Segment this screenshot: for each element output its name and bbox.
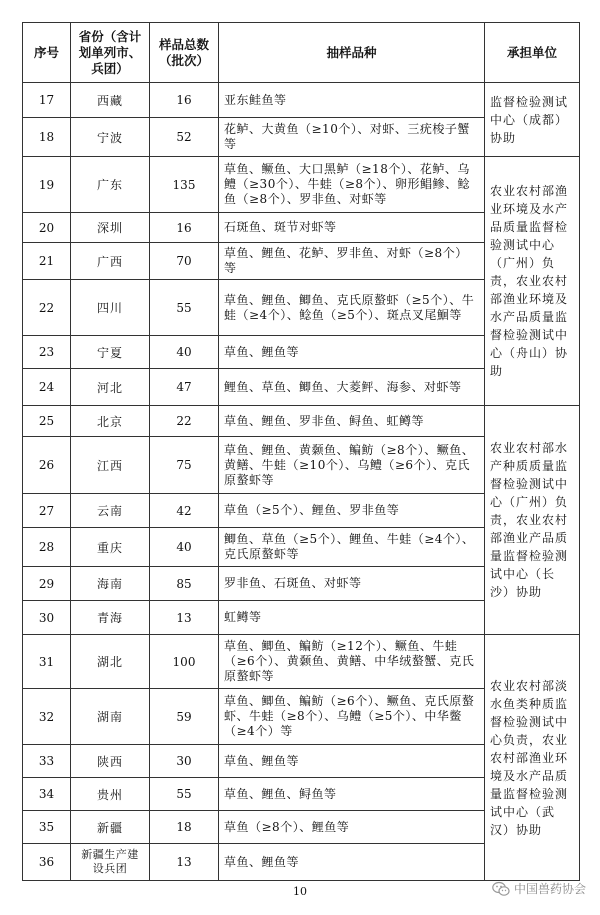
cell-no: 34 [23, 778, 71, 811]
cell-unit: 农业农村部水产种质质量监督检验测试中心（广州）负责，农业农村部渔业产品质量监督检验测试中心（长沙）协助 [485, 406, 580, 635]
cell-no: 29 [23, 567, 71, 601]
cell-count: 13 [150, 601, 219, 635]
cell-count: 135 [150, 157, 219, 213]
cell-province: 宁夏 [71, 336, 150, 369]
cell-no: 35 [23, 811, 71, 844]
table-row [23, 83, 580, 118]
cell-no: 18 [23, 118, 71, 157]
cell-species: 草鱼（≥5个）、鲤鱼、罗非鱼等 [219, 494, 485, 528]
cell-count: 13 [150, 844, 219, 881]
cell-no: 22 [23, 280, 71, 336]
header-species: 抽样品种 [219, 23, 485, 83]
cell-province: 北京 [71, 406, 150, 437]
cell-species: 草鱼、鲫鱼、鳊鲂（≥6个）、鳜鱼、克氏原螯虾、牛蛙（≥8个）、乌鳢（≥5个）、中华鳖（≥4个）等 [219, 689, 485, 745]
header-province: 省份（含计划单列市、兵团） [71, 23, 150, 83]
cell-species: 鲤鱼、草鱼、鲫鱼、大菱鲆、海参、对虾等 [219, 369, 485, 406]
cell-count: 22 [150, 406, 219, 437]
table-row [23, 635, 580, 689]
cell-province: 四川 [71, 280, 150, 336]
cell-species: 草鱼、鲤鱼、黄颡鱼、鳊鲂（≥8个）、鳜鱼、黄鳝、牛蛙（≥10个）、乌鳢（≥6个）、克氏原螯虾等 [219, 437, 485, 494]
cell-species: 草鱼、鲫鱼、鳊鲂（≥12个）、鳜鱼、牛蛙（≥6个）、黄颡鱼、黄鳝、中华绒螯蟹、克氏原螯虾等 [219, 635, 485, 689]
cell-species: 罗非鱼、石斑鱼、对虾等 [219, 567, 485, 601]
cell-no: 31 [23, 635, 71, 689]
cell-species: 草鱼、鲤鱼等 [219, 745, 485, 778]
cell-province: 贵州 [71, 778, 150, 811]
cell-no: 36 [23, 844, 71, 881]
cell-count: 70 [150, 243, 219, 280]
cell-province: 青海 [71, 601, 150, 635]
cell-province: 新疆生产建设兵团 [71, 844, 150, 881]
cell-count: 40 [150, 336, 219, 369]
cell-province: 新疆 [71, 811, 150, 844]
cell-province: 广东 [71, 157, 150, 213]
cell-province: 河北 [71, 369, 150, 406]
cell-count: 59 [150, 689, 219, 745]
cell-province: 江西 [71, 437, 150, 494]
cell-count: 16 [150, 213, 219, 243]
cell-unit: 农业农村部淡水鱼类种质监督检验测试中心负责，农业农村部渔业环境及水产品质量监督检验测试中心（武汉）协助 [485, 635, 580, 881]
cell-no: 32 [23, 689, 71, 745]
cell-species: 花鲈、大黄鱼（≥10个）、对虾、三疣梭子蟹等 [219, 118, 485, 157]
header-no: 序号 [23, 23, 71, 83]
cell-province: 湖北 [71, 635, 150, 689]
cell-species: 草鱼、鲤鱼、鲟鱼等 [219, 778, 485, 811]
wechat-icon [492, 881, 510, 897]
cell-count: 40 [150, 528, 219, 567]
cell-count: 52 [150, 118, 219, 157]
cell-province: 宁波 [71, 118, 150, 157]
cell-species: 草鱼、鲤鱼、花鲈、罗非鱼、对虾（≥8个）等 [219, 243, 485, 280]
table-row [23, 406, 580, 437]
cell-count: 47 [150, 369, 219, 406]
cell-count: 100 [150, 635, 219, 689]
cell-unit: 监督检验测试中心（成都）协助 [485, 83, 580, 157]
cell-no: 19 [23, 157, 71, 213]
cell-species: 草鱼、鲤鱼、鲫鱼、克氏原螯虾（≥5个）、牛蛙（≥4个）、鲶鱼（≥5个）、斑点叉尾鮰等 [219, 280, 485, 336]
cell-no: 24 [23, 369, 71, 406]
cell-species: 鲫鱼、草鱼（≥5个）、鲤鱼、牛蛙（≥4个）、克氏原螯虾等 [219, 528, 485, 567]
cell-count: 30 [150, 745, 219, 778]
cell-count: 75 [150, 437, 219, 494]
cell-count: 18 [150, 811, 219, 844]
table-row [23, 157, 580, 213]
cell-species: 草鱼、鲤鱼等 [219, 336, 485, 369]
cell-province: 广西 [71, 243, 150, 280]
cell-no: 26 [23, 437, 71, 494]
header-count: 样品总数（批次） [150, 23, 219, 83]
cell-species: 草鱼、鲤鱼、罗非鱼、鲟鱼、虹鳟等 [219, 406, 485, 437]
cell-species: 亚东鲑鱼等 [219, 83, 485, 118]
cell-species: 草鱼、鳜鱼、大口黑鲈（≥18个）、花鲈、乌鳢（≥30个）、牛蛙（≥8个）、卵形鲳鲹、鲶鱼（≥8个）、罗非鱼、对虾等 [219, 157, 485, 213]
cell-no: 27 [23, 494, 71, 528]
cell-species: 草鱼（≥8个）、鲤鱼等 [219, 811, 485, 844]
cell-province: 海南 [71, 567, 150, 601]
cell-province: 西藏 [71, 83, 150, 118]
sampling-table [22, 22, 580, 881]
cell-no: 21 [23, 243, 71, 280]
cell-count: 85 [150, 567, 219, 601]
cell-no: 20 [23, 213, 71, 243]
cell-province: 陕西 [71, 745, 150, 778]
page-number: 10 [293, 885, 307, 898]
cell-species: 虹鳟等 [219, 601, 485, 635]
watermark [492, 880, 586, 897]
cell-province: 湖南 [71, 689, 150, 745]
header-unit: 承担单位 [485, 23, 580, 83]
cell-no: 33 [23, 745, 71, 778]
cell-province: 云南 [71, 494, 150, 528]
cell-no: 28 [23, 528, 71, 567]
cell-no: 30 [23, 601, 71, 635]
cell-unit: 农业农村部渔业环境及水产品质量监督检验测试中心（广州）负责，农业农村部渔业环境及水产品质量监督检验测试中心（舟山）协助 [485, 157, 580, 406]
cell-count: 16 [150, 83, 219, 118]
cell-province: 重庆 [71, 528, 150, 567]
cell-count: 42 [150, 494, 219, 528]
cell-count: 55 [150, 280, 219, 336]
cell-no: 25 [23, 406, 71, 437]
watermark-text: 中国兽药协会 [513, 882, 586, 896]
table-header-row [23, 23, 580, 83]
cell-province: 深圳 [71, 213, 150, 243]
cell-count: 55 [150, 778, 219, 811]
cell-species: 石斑鱼、斑节对虾等 [219, 213, 485, 243]
cell-no: 17 [23, 83, 71, 118]
cell-species: 草鱼、鲤鱼等 [219, 844, 485, 881]
cell-no: 23 [23, 336, 71, 369]
